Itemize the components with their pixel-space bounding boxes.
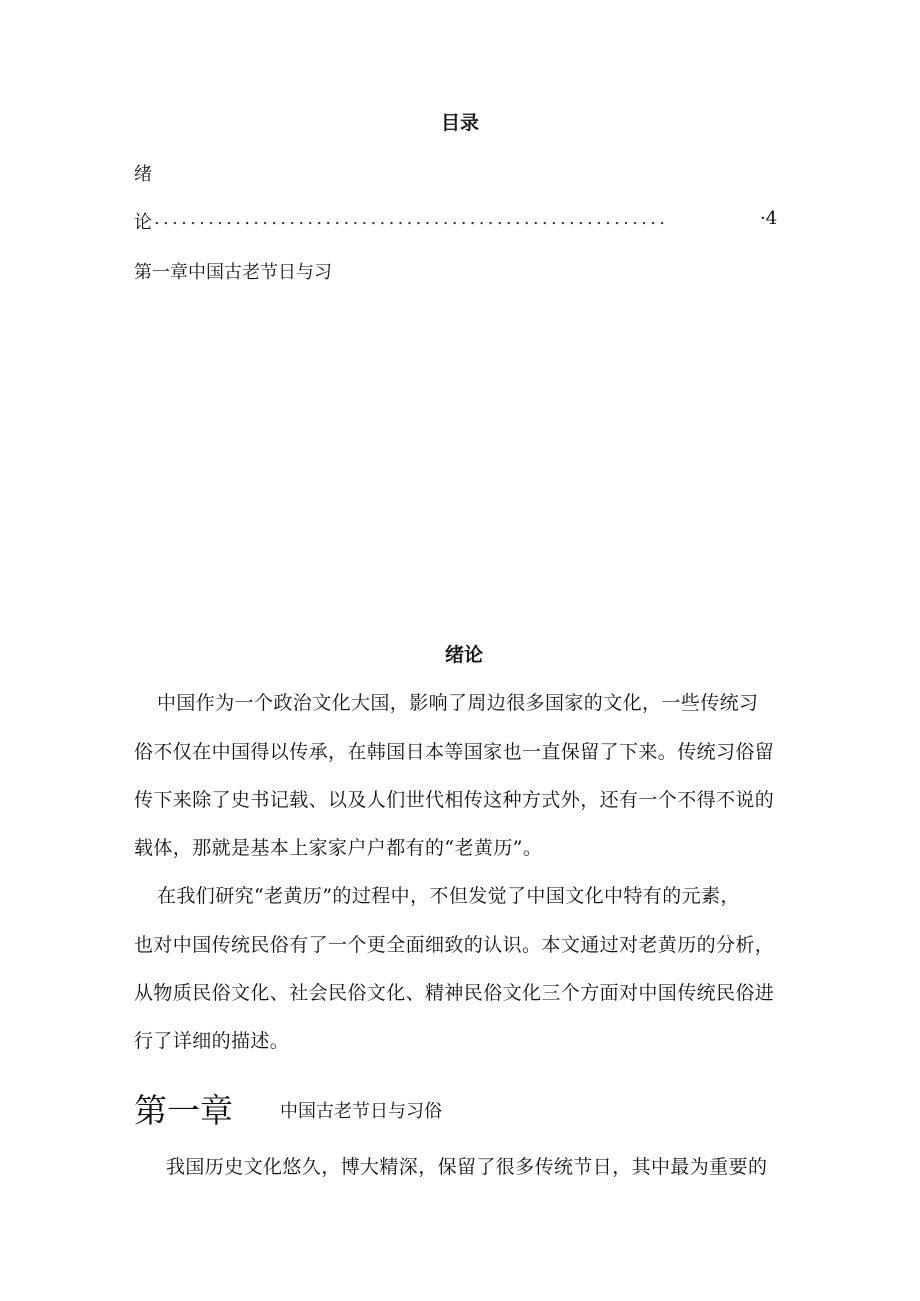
chapter1-label: 第一章 xyxy=(134,1091,233,1130)
intro-line: 在我们研究“老黄历”的过程中，不但发觉了中国文化中特有的元素， xyxy=(157,885,740,907)
intro-line: 传下来除了史书记载、以及人们世代相传这种方式外，还有一个不得不说的 xyxy=(134,789,775,811)
intro-line: 也对中国传统民俗有了一个更全面细致的认识。本文通过对老黄历的分析， xyxy=(134,934,775,956)
intro-line: 俗不仅在中国得以传承，在韩国日本等国家也一直保留了下来。传统习俗留 xyxy=(134,741,775,763)
intro-line: 载体，那就是基本上家家户户都有的“老黄历”。 xyxy=(134,837,543,859)
toc-entry-intro-page: ·4 xyxy=(760,208,778,229)
toc-title: 目录 xyxy=(440,112,479,134)
chapter1-line: 我国历史文化悠久，博大精深，保留了很多传统节日，其中最为重要的 xyxy=(166,1156,768,1178)
toc-entry-intro-leader: ......................................................... xyxy=(154,208,669,229)
intro-title: 绪论 xyxy=(444,644,483,666)
toc-entry-chapter1: 第一章中国古老节日与习 xyxy=(134,262,332,283)
toc-entry-intro-line2: 论 xyxy=(134,212,152,233)
toc-entry-intro-line1: 绪 xyxy=(134,164,152,185)
chapter1-title: 中国古老节日与习俗 xyxy=(280,1101,442,1122)
intro-line: 中国作为一个政治文化大国，影响了周边很多国家的文化，一些传统习 xyxy=(157,692,759,714)
intro-line: 行了详细的描述。 xyxy=(134,1030,290,1052)
intro-line: 从物质民俗文化、社会民俗文化、精神民俗文化三个方面对中国传统民俗进 xyxy=(134,982,775,1004)
